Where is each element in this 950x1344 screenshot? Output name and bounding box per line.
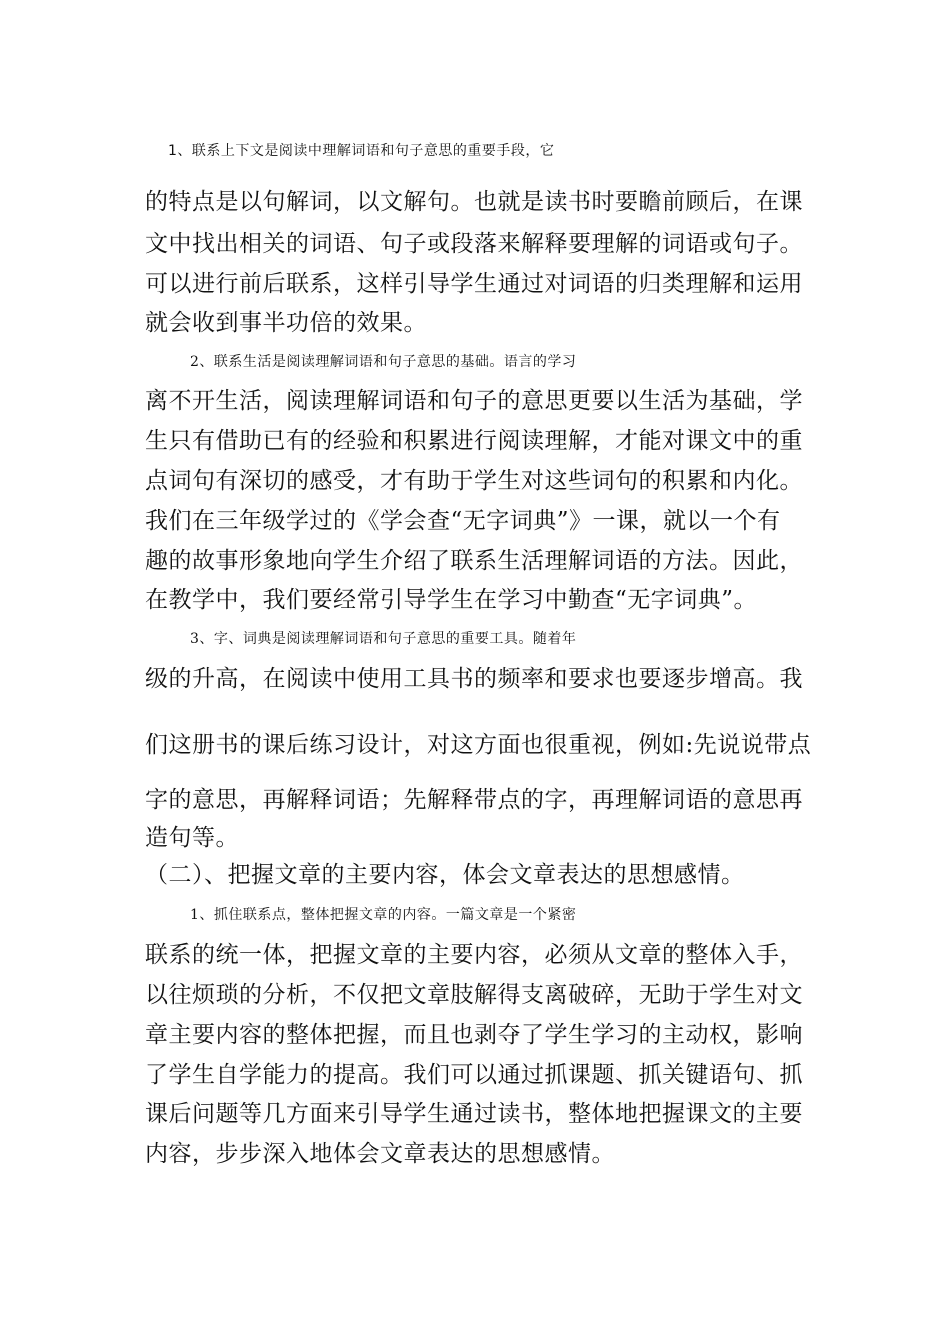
paragraph-1-line-2: 的特点是以句解词，以文解句。也就是读书时要瞻前顾后，在课 xyxy=(145,189,803,215)
paragraph-3-line-1: 3、字、词典是阅读理解词语和句子意思的重要工具。随着年 xyxy=(190,631,577,647)
paragraph-2-line-7: 在教学中，我们要经常引导学生在学习中勤查“无字词典”。 xyxy=(145,587,758,613)
paragraph-4-line-4: 章主要内容的整体把握，而且也剥夺了学生学习的主动权，影响 xyxy=(145,1022,803,1048)
paragraph-4-line-3: 以往烦琐的分析，不仅把文章肢解得支离破碎，无助于学生对文 xyxy=(145,982,803,1008)
paragraph-2-line-2: 离不开生活，阅读理解词语和句子的意思更要以生活为基础，学 xyxy=(145,388,803,414)
paragraph-4-line-7: 内容，步步深入地体会文章表达的思想感情。 xyxy=(145,1141,615,1167)
paragraph-3-line-2: 级的升高，在阅读中使用工具书的频率和要求也要逐步增高。我 xyxy=(145,666,803,692)
paragraph-1-line-4: 可以进行前后联系，这样引导学生通过对词语的归类理解和运用 xyxy=(145,271,803,297)
paragraph-3-line-4: 字的意思，再解释词语；先解释带点的字，再理解词语的意思再 xyxy=(145,787,803,813)
paragraph-4-line-5: 了学生自学能力的提高。我们可以通过抓课题、抓关键语句、抓 xyxy=(145,1062,803,1088)
paragraph-1-line-5: 就会收到事半功倍的效果。 xyxy=(145,310,427,336)
paragraph-1-line-1: 1、联系上下文是阅读中理解词语和句子意思的重要手段，它 xyxy=(168,143,555,159)
paragraph-3-line-3: 们这册书的课后练习设计，对这方面也很重视，例如:先说说带点 xyxy=(145,732,812,758)
paragraph-3-line-5: 造句等。 xyxy=(145,825,239,851)
paragraph-2-line-5: 我们在三年级学过的《学会查“无字词典”》一课，就以一个有 xyxy=(145,508,781,534)
paragraph-1-line-3: 文中找出相关的词语、句子或段落来解释要理解的词语或句子。 xyxy=(145,231,803,257)
paragraph-4-line-2: 联系的统一体，把握文章的主要内容，必须从文章的整体入手， xyxy=(145,942,803,968)
section-heading-2: （二）、把握文章的主要内容，体会文章表达的思想感情。 xyxy=(145,862,745,888)
paragraph-2-line-1: 2、联系生活是阅读理解词语和句子意思的基础。语言的学习 xyxy=(190,354,577,370)
paragraph-2-line-4: 点词句有深切的感受，才有助于学生对这些词句的积累和内化。 xyxy=(145,468,803,494)
paragraph-4-line-1: 1、抓住联系点，整体把握文章的内容。一篇文章是一个紧密 xyxy=(190,907,577,923)
paragraph-2-line-3: 生只有借助已有的经验和积累进行阅读理解，才能对课文中的重 xyxy=(145,428,803,454)
paragraph-2-line-6: 趣的故事形象地向学生介绍了联系生活理解词语的方法。因此， xyxy=(145,548,803,574)
paragraph-4-line-6: 课后问题等几方面来引导学生通过读书，整体地把握课文的主要 xyxy=(145,1101,803,1127)
